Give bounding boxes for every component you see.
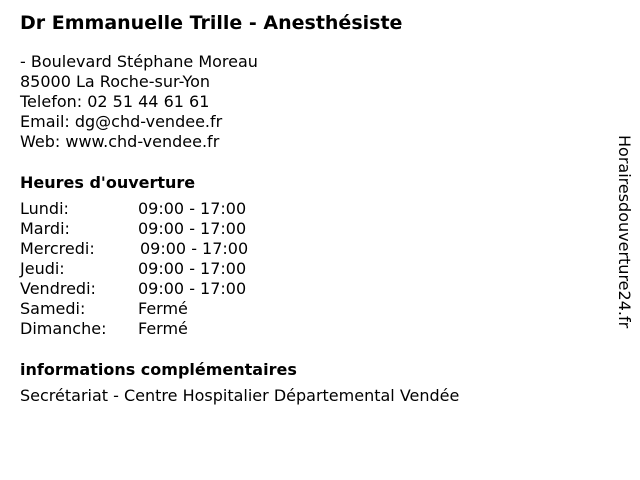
opening-hours-list: [20, 199, 600, 339]
hours-day: Vendredi:: [20, 279, 96, 298]
web-text: Web: www.chd-vendee.fr: [20, 132, 220, 151]
additional-info-heading: informations complémentaires: [20, 360, 297, 379]
hours-time: 09:00 - 17:00: [138, 279, 247, 298]
hours-row: [20, 319, 600, 339]
hours-time: Fermé: [138, 319, 188, 338]
additional-info-text: Secrétariat - Centre Hospitalier Départemental Vendée: [20, 386, 460, 405]
hours-day: Mercredi:: [20, 239, 95, 258]
hours-day: Lundi:: [20, 199, 69, 218]
hours-row: [20, 279, 600, 299]
hours-time: 09:00 - 17:00: [140, 239, 249, 258]
opening-hours-heading: Heures d'ouverture: [20, 173, 196, 192]
hours-time: 09:00 - 17:00: [138, 259, 247, 278]
hours-day: Dimanche:: [20, 319, 107, 338]
hours-row: [20, 199, 600, 219]
hours-time: Fermé: [138, 299, 188, 318]
hours-day: Samedi:: [20, 299, 86, 318]
phone-text: Telefon: 02 51 44 61 61: [20, 92, 210, 111]
hours-row: [20, 219, 600, 239]
hours-row: [20, 299, 600, 319]
business-listing: [20, 10, 600, 406]
hours-time: 09:00 - 17:00: [138, 219, 247, 238]
hours-row: [20, 259, 600, 279]
hours-time: 09:00 - 17:00: [138, 199, 247, 218]
email-text: Email: dg@chd-vendee.fr: [20, 112, 223, 131]
address-street: - Boulevard Stéphane Moreau: [20, 52, 258, 71]
hours-day: Mardi:: [20, 219, 70, 238]
page-title: Dr Emmanuelle Trille - Anesthésiste: [20, 12, 403, 34]
hours-day: Jeudi:: [20, 259, 65, 278]
address-block: [20, 52, 600, 152]
hours-row: [20, 239, 600, 259]
site-watermark: Horairesdouverture24.fr: [615, 135, 634, 329]
address-city: 85000 La Roche-sur-Yon: [20, 72, 211, 91]
